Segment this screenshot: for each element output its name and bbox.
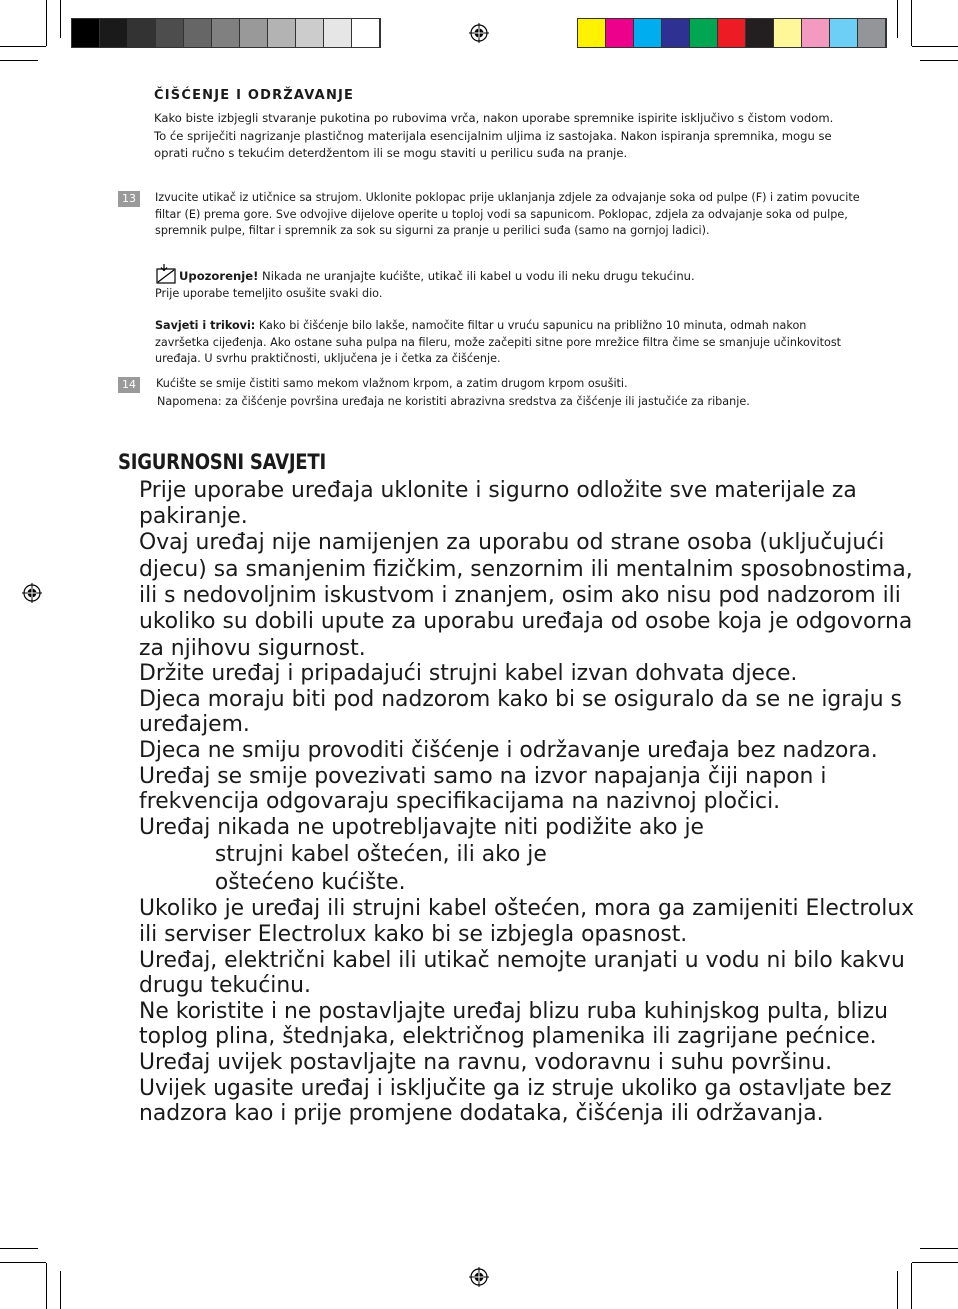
warning-text: Nikada ne uranjajte kućište, utikač ili kabel u vodu ili neku drugu tekućinu.	[258, 269, 695, 283]
safety-paragraph: Uređaj nikada ne upotrebljavajte niti podižite ako je	[139, 813, 704, 840]
crop-mark	[912, 1262, 958, 1263]
safety-section-title: SIGURNOSNI SAVJETI	[118, 450, 326, 474]
gray-color-bar	[71, 18, 381, 48]
step-14-badge: 14	[118, 377, 140, 393]
color-swatch	[802, 19, 830, 47]
crop-mark	[0, 60, 38, 61]
crop-mark	[0, 46, 46, 47]
crop-mark	[912, 46, 958, 47]
color-swatch	[156, 19, 184, 47]
tips-text: Kako bi čišćenje bilo lakše, namočite filtar u vruću sapunicu na približno 10 minuta, odmah nakon završetka cijeđenja. Ako ostane suha pulpa na fileru, može začepiti sitne pore mrežice filtra čime se smanjuje učinkovitost uređaja. U svrhu praktičnosti, uključena je i četka za čišćenje.	[155, 319, 842, 366]
safety-paragraph: Uređaj, električni kabel ili utikač nemojte uranjati u vodu ni bilo kakvu drugu tekućinu.	[139, 946, 905, 999]
safety-paragraph: Ne koristite i ne postavljajte uređaj blizu ruba kuhinjskog pulta, blizu toplog plina, štednjaka, električnog plamenika ili zagrijane pećnice.	[139, 997, 888, 1050]
crop-mark	[911, 1263, 912, 1309]
safety-advice-list	[139, 478, 927, 1127]
safety-paragraph: Uređaj se smije povezivati samo na izvor napajanja čiji napon i frekvencija odgovaraju specifikacijama na nazivnoj pločici.	[139, 762, 827, 815]
safety-paragraph: Držite uređaj i pripadajući strujni kabel izvan dohvata djece.	[139, 660, 798, 687]
color-swatch	[662, 19, 690, 47]
safety-paragraph: Ovaj uređaj nije namijenjen za uporabu od strane osoba (uključujući djecu) sa smanjenim fizičkim, senzornim ili mentalnim sposobnostima, ili s nedovoljnim iskustvom i znanjem, osim ako nisu pod nadzorom ili ukoliko su dobili upute za uporabu uređaja od osobe koja je odgovorna za njihovu sigurnost.	[139, 529, 913, 661]
color-swatch	[324, 19, 352, 47]
color-swatch	[268, 19, 296, 47]
step-14-note: Napomena: za čišćenje površina uređaja ne koristiti abrazivna sredstva za čišćenje ili jastučiće za ribanje.	[157, 395, 750, 408]
crop-mark	[60, 0, 61, 38]
tips-label: Savjeti i trikovi:	[155, 319, 256, 332]
registration-mark-icon	[469, 1267, 489, 1287]
color-swatch	[100, 19, 128, 47]
safety-paragraph: Uređaj uvijek postavljajte na ravnu, vodoravnu i suhu površinu.	[139, 1048, 833, 1075]
crop-mark	[897, 0, 898, 38]
safety-paragraph: Ukoliko je uređaj ili strujni kabel oštećen, mora ga zamijeniti Electrolux ili serviser Electrolux kako bi se izbjegla opasnost.	[139, 895, 915, 947]
color-swatch	[212, 19, 240, 47]
crop-mark	[0, 1248, 38, 1249]
crop-mark	[0, 1262, 46, 1263]
safety-paragraph-indented: oštećeno kućište.	[214, 869, 406, 896]
color-swatch	[240, 19, 268, 47]
color-swatch	[774, 19, 802, 47]
safety-paragraph: Uvijek ugasite uređaj i isključite ga iz struje ukoliko ga ostavljate bez nadzora kao i prije promjene dodataka, čišćenja ili održavanja.	[139, 1074, 892, 1127]
step-14-text: Kućište se smije čistiti samo mekom vlažnom krpom, a zatim drugom krpom osušiti.	[156, 377, 628, 390]
safety-paragraph: Prije uporabe uređaja uklonite i sigurno odložite sve materijale za pakiranje.	[139, 477, 857, 529]
safety-paragraph: Djeca ne smiju provoditi čišćenje i održavanje uređaja bez nadzora.	[139, 737, 878, 763]
registration-mark-icon	[469, 23, 489, 43]
color-swatch	[606, 19, 634, 47]
warning-immersion-icon	[156, 264, 176, 284]
color-swatch	[352, 19, 380, 47]
safety-paragraph-indented: strujni kabel oštećen, ili ako je	[214, 841, 547, 868]
step-13-badge: 13	[118, 191, 140, 207]
safety-paragraph: Djeca moraju biti pod nadzorom kako bi se osiguralo da se ne igraju s uređajem.	[139, 685, 902, 738]
step-13-text: Izvucite utikač iz utičnice sa strujom. Uklonite poklopac prije uklanjanja zdjele za odvajanje soka od pulpe (F) i zatim povucite filtar (E) prema gore. Sve odvojive dijelove operite u toploj vodi sa sapunicom. Poklopac, zdjela za odvajanje soka od pulpe, spremnik pulpe, filtar i spremnik za sok su sigurni za pranje u perilici suđa (samo na gornjoj ladici).	[155, 191, 860, 238]
cmyk-color-bar	[577, 18, 887, 48]
dry-instruction: Prije uporabe temeljito osušite svaki dio.	[155, 287, 383, 300]
color-swatch	[578, 19, 606, 47]
crop-mark	[897, 1271, 898, 1309]
warning-label: Upozorenje!	[179, 269, 259, 283]
color-swatch	[718, 19, 746, 47]
color-swatch	[128, 19, 156, 47]
color-swatch	[72, 19, 100, 47]
color-swatch	[296, 19, 324, 47]
color-swatch	[184, 19, 212, 47]
crop-mark	[46, 0, 47, 46]
crop-mark	[920, 60, 958, 61]
warning-row	[156, 264, 695, 284]
tips-paragraph	[155, 318, 855, 368]
crop-mark	[46, 1263, 47, 1309]
crop-mark	[911, 0, 912, 46]
crop-mark	[920, 1248, 958, 1249]
color-swatch	[634, 19, 662, 47]
color-swatch	[858, 19, 886, 47]
color-swatch	[830, 19, 858, 47]
color-swatch	[690, 19, 718, 47]
cleaning-section-title: ČIŠĆENJE I ODRŽAVANJE	[154, 88, 355, 103]
color-swatch	[746, 19, 774, 47]
registration-mark-icon	[22, 583, 42, 603]
cleaning-intro: Kako biste izbjegli stvaranje pukotina po rubovima vrča, nakon uporabe spremnike ispirite isključivo s čistom vodom. To će spriječiti nagrizanje plastičnog materijala esencijalnim uljima iz sastojaka. Nakon ispiranja spremnika, mogu se oprati ručno s tekućim deterdžentom ili se mogu staviti u perilicu suđa na pranje.	[154, 111, 834, 161]
crop-mark	[60, 1271, 61, 1309]
